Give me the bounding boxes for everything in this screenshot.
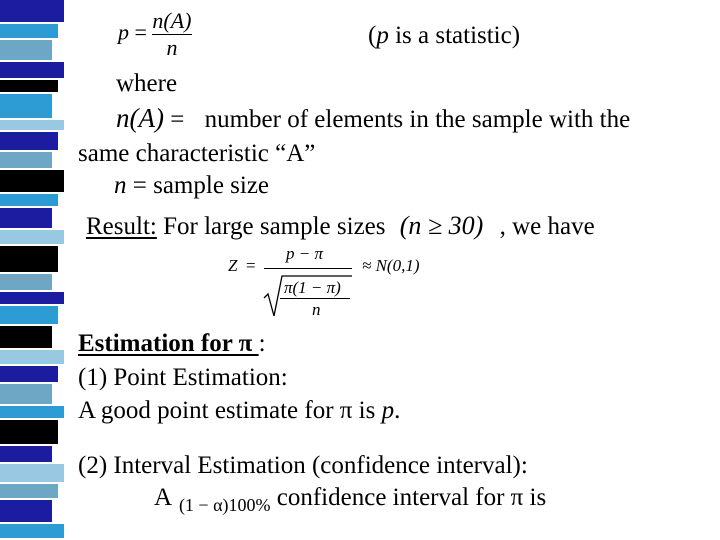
note-p-symbol: p — [376, 22, 389, 49]
note-text: is a statistic) — [388, 22, 521, 49]
formula-p-numerator: n(A) — [152, 8, 192, 33]
point-estimate-statement — [78, 397, 400, 425]
note-open-paren: ( — [368, 22, 377, 49]
strip-block — [0, 132, 58, 150]
formula-z-approx: ≈ N(0,1) — [362, 256, 420, 275]
confidence-level: (1 − α)100% — [178, 495, 271, 515]
estimation-heading-text: Estimation for π — [78, 330, 259, 357]
result-label: Result: — [86, 213, 157, 240]
strip-block — [0, 120, 64, 130]
strip-block — [0, 420, 58, 444]
strip-block — [0, 230, 64, 244]
strip-block — [0, 292, 64, 304]
formula-p-denominator: n — [166, 35, 178, 60]
strip-block — [0, 500, 52, 522]
estimation-heading-colon: : — [258, 330, 266, 357]
sample-size-condition: (n ≥ 30) — [399, 211, 484, 240]
ci-article: A — [154, 484, 171, 511]
strip-block — [0, 306, 58, 324]
strip-block — [0, 80, 58, 92]
strip-block — [0, 24, 58, 38]
strip-block — [0, 152, 52, 168]
formula-p-definition — [118, 8, 192, 61]
formula-z-inner-numerator: π(1 − π) — [284, 278, 341, 297]
statistic-note — [368, 22, 520, 50]
strip-block — [0, 208, 52, 228]
decorative-color-strip — [0, 0, 64, 540]
strip-block — [0, 366, 58, 382]
formula-z-numerator: p − π — [286, 244, 323, 263]
strip-block — [0, 246, 58, 272]
formula-z-inner-denominator: n — [312, 300, 321, 319]
strip-block — [0, 94, 52, 118]
strip-block — [0, 484, 58, 498]
n-symbol: n — [114, 172, 127, 199]
fraction-bar — [280, 298, 350, 299]
formula-p-lhs: p — [118, 19, 129, 45]
strip-block — [0, 326, 52, 348]
n-definition-text: = sample size — [126, 172, 270, 199]
formula-p-equals: = — [134, 19, 147, 45]
nA-definition-text: number of elements in the sample with the — [204, 106, 631, 133]
strip-block — [0, 62, 64, 78]
result-line — [86, 212, 595, 241]
point-estimation-title: (1) Point Estimation: — [78, 364, 288, 391]
ci-text: confidence interval for π is — [270, 484, 547, 511]
point-estimate-text: A good point estimate for π is — [78, 397, 382, 424]
nA-symbol: n(A) — [116, 103, 164, 133]
confidence-interval-line — [154, 484, 546, 519]
result-text: For large sample sizes — [156, 213, 386, 240]
fraction-bar — [264, 268, 352, 269]
strip-block — [0, 170, 64, 192]
result-tail: , we have — [499, 213, 595, 240]
point-estimate-p: p — [381, 397, 395, 424]
strip-block — [0, 406, 64, 418]
definition-n — [114, 172, 269, 200]
strip-block — [0, 0, 64, 22]
definition-nA-continued: same characteristic “A” — [78, 140, 316, 167]
strip-block — [0, 446, 52, 462]
estimation-heading — [78, 330, 266, 358]
nA-equals: = — [170, 106, 185, 133]
formula-z-equals: = — [246, 256, 256, 275]
formula-z-lhs: Z — [228, 256, 238, 275]
definition-nA — [116, 104, 630, 134]
formula-z — [228, 244, 428, 324]
formula-p-fraction — [152, 8, 191, 61]
strip-block — [0, 464, 64, 482]
strip-block — [0, 40, 52, 60]
point-estimate-period: . — [394, 397, 401, 424]
strip-block — [0, 384, 52, 404]
where-label: where — [116, 70, 178, 97]
strip-block — [0, 350, 64, 364]
strip-block — [0, 524, 64, 538]
strip-block — [0, 194, 58, 206]
strip-block — [0, 274, 52, 290]
interval-estimation-title: (2) Interval Estimation (confidence interval): — [78, 452, 528, 479]
